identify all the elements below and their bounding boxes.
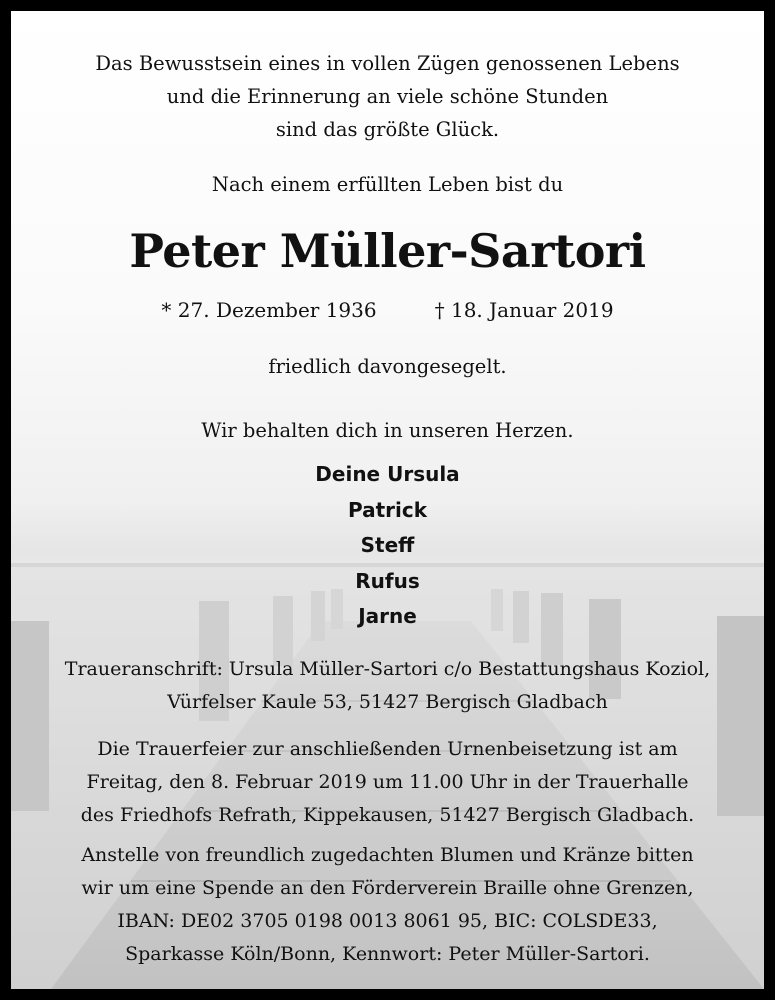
death-date: † 18. Januar 2019	[434, 298, 614, 322]
address-line: Traueranschrift: Ursula Müller-Sartori c/o Bestattungshaus Koziol,	[64, 658, 711, 680]
ceremony-line: Freitag, den 8. Februar 2019 um 11.00 Uhr in der Trauerhalle	[86, 771, 689, 793]
family-member: Steff	[360, 533, 415, 557]
mourning-address	[11, 653, 764, 719]
deceased-name: Peter Müller-Sartori	[129, 224, 646, 278]
obituary-content	[11, 11, 764, 989]
birth-date: * 27. Dezember 1936	[161, 298, 377, 322]
address-line: Vürfelser Kaule 53, 51427 Bergisch Gladbach	[167, 691, 608, 713]
family-list	[11, 457, 764, 635]
poem-line: sind das größte Glück.	[275, 118, 500, 141]
donation-line: wir um eine Spende an den Förderverein Braille ohne Grenzen,	[81, 877, 694, 899]
heart-text: Wir behalten dich in unseren Herzen.	[201, 419, 574, 442]
life-dates	[11, 298, 764, 322]
poem-line: Das Bewusstsein eines in vollen Zügen genossenen Lebens	[95, 52, 680, 75]
ceremony-line: des Friedhofs Refrath, Kippekausen, 51427 Bergisch Gladbach.	[80, 804, 695, 826]
poem-line: und die Erinnerung an viele schöne Stunden	[166, 85, 609, 108]
family-member: Rufus	[355, 568, 420, 593]
donation-line: Anstelle von freundlich zugedachten Blumen und Kränze bitten	[81, 844, 694, 866]
family-member: Jarne	[358, 604, 417, 628]
sailed-text: friedlich davongesegelt.	[268, 355, 507, 378]
family-member: Patrick	[347, 497, 428, 522]
intro-text: Nach einem erfüllten Leben bist du	[211, 173, 564, 196]
ceremony-info	[11, 733, 764, 832]
donation-info	[11, 839, 764, 971]
family-member: Deine Ursula	[315, 462, 460, 486]
poem	[11, 47, 764, 146]
donation-line: IBAN: DE02 3705 0198 0013 8061 95, BIC: COLSDE33,	[117, 910, 658, 932]
ceremony-line: Die Trauerfeier zur anschließenden Urnenbeisetzung ist am	[97, 738, 678, 760]
donation-line: Sparkasse Köln/Bonn, Kennwort: Peter Müller-Sartori.	[125, 943, 650, 965]
